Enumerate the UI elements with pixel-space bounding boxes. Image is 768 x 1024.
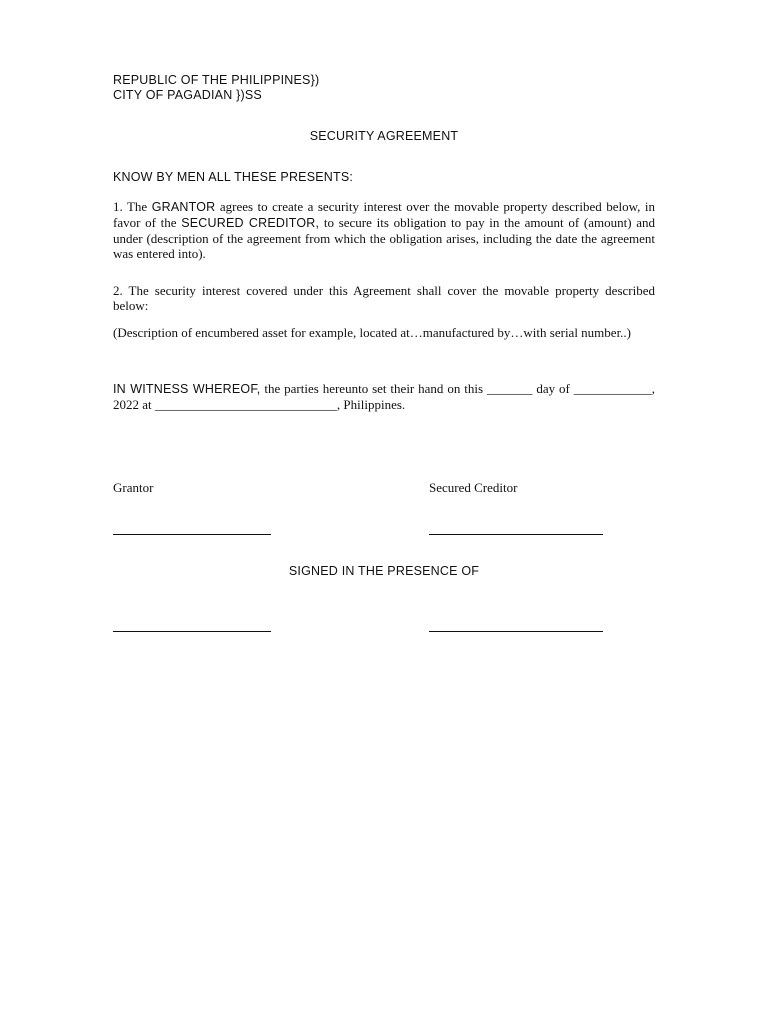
asset-description: (Description of encumbered asset for example, located at…manufactured by…with serial number..)	[113, 325, 632, 340]
grantor-term: GRANTOR	[151, 200, 216, 214]
witness-text-c: , 2022 at	[113, 381, 655, 412]
header-line-1: REPUBLIC OF THE PHILIPPINES})	[113, 73, 320, 87]
witness-text-b: day of	[532, 381, 574, 396]
witness-2-signature-line[interactable]	[429, 631, 603, 632]
paragraph-2	[113, 283, 655, 313]
witness-text-d: , Philippines.	[336, 397, 406, 412]
paragraph-1-text-c: to secure its obligation to pay in the amount of (amount) and under (description of the agreement from which the obligation arises, including the date the agreement was entered into).	[113, 215, 655, 261]
grantor-signature-line[interactable]	[113, 534, 271, 535]
paragraph-2-text: The security interest covered under this Agreement shall cover the movable property described below:	[113, 283, 655, 313]
witness-text-a: the parties hereunto set their hand on this	[260, 381, 487, 396]
paragraph-1-text-b: agrees to create a security interest over the movable property described below, in favor of the	[113, 199, 655, 230]
intro-line: KNOW BY MEN ALL THESE PRESENTS:	[113, 170, 354, 184]
witness-clause	[113, 381, 655, 412]
page-title: SECURITY AGREEMENT	[309, 129, 459, 143]
grantor-label: Grantor	[113, 480, 154, 495]
day-blank[interactable]: _______	[486, 381, 533, 396]
secured-creditor-label: Secured Creditor	[429, 480, 518, 495]
paragraph-1-number: 1.	[113, 199, 123, 214]
witness-1-signature-line[interactable]	[113, 631, 271, 632]
presence-heading: SIGNED IN THE PRESENCE OF	[288, 564, 480, 578]
paragraph-2-number: 2.	[113, 283, 123, 298]
month-blank[interactable]: ____________	[573, 381, 652, 396]
header-line-2: CITY OF PAGADIAN })SS	[113, 88, 262, 102]
secured-creditor-term: SECURED CREDITOR,	[181, 216, 320, 230]
paragraph-1	[113, 199, 655, 261]
place-blank[interactable]: ____________________________	[154, 397, 337, 412]
witness-lead: IN WITNESS WHEREOF,	[113, 382, 261, 396]
secured-creditor-signature-line[interactable]	[429, 534, 603, 535]
paragraph-1-text-a: The	[122, 199, 152, 214]
